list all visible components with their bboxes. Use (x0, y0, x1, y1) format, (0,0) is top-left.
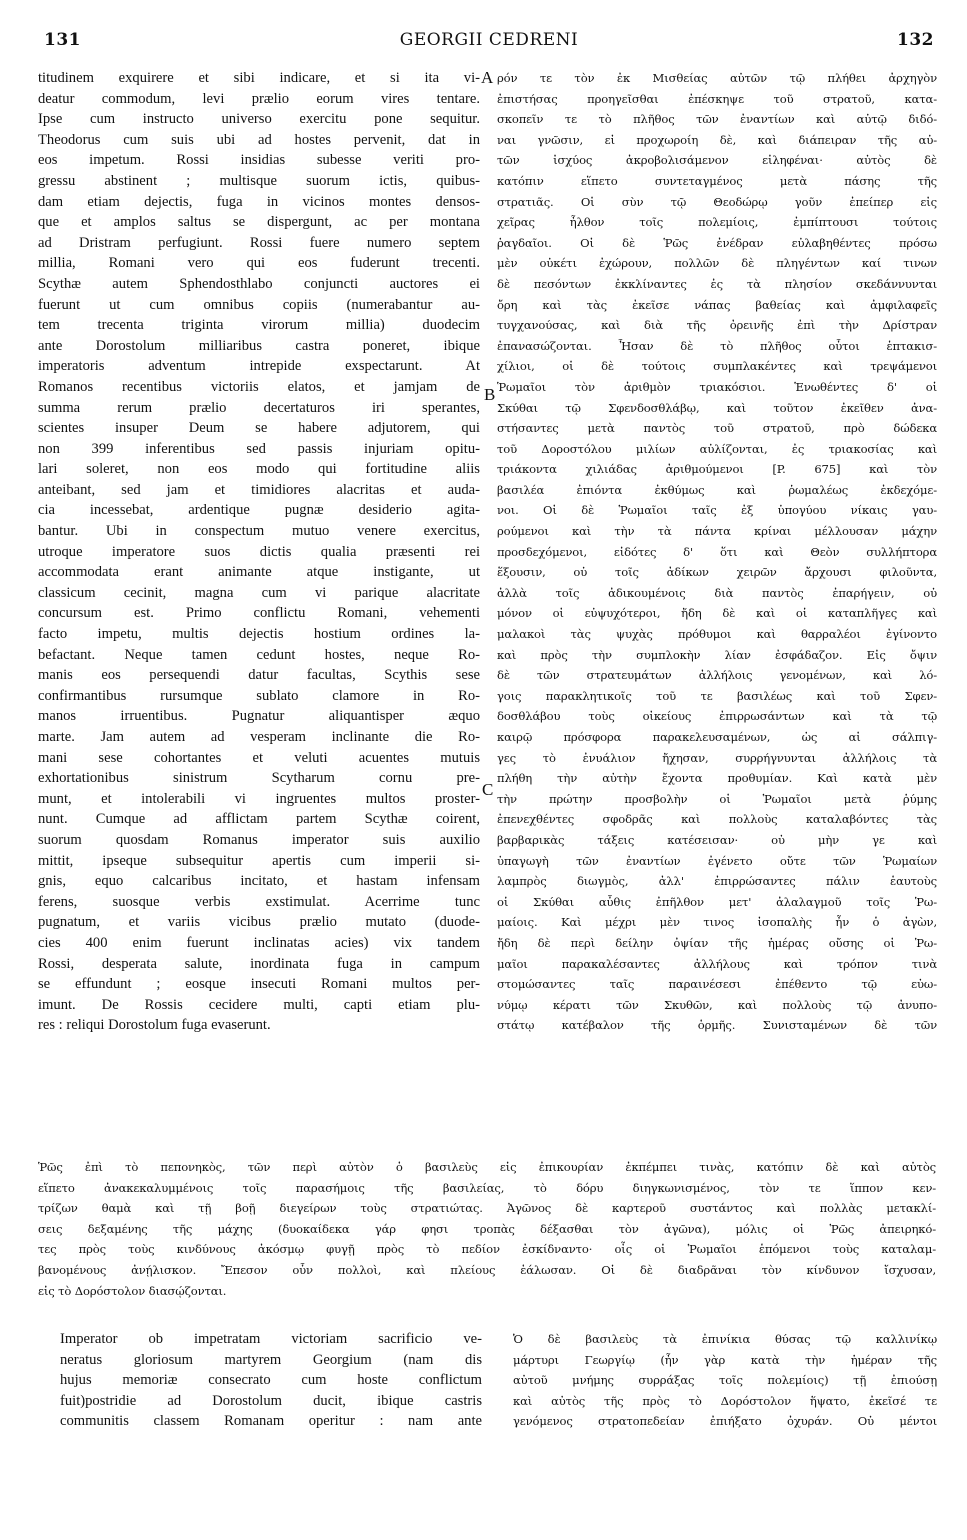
greek-line: ὄρη καὶ τὰς ἐκεῖσε νάπας βαθείας καὶ ἀμφιλαφεῖς (497, 297, 937, 312)
greek-line: πλήθη τὴν αὐτὴν ἔχοντα προθυμίαν. Καὶ κατὰ μὲν (497, 771, 937, 786)
latin-line: Ipse cum instructo universo exercitu pone sequitur. (38, 111, 480, 128)
latin-line: facto impetu, multis dejectis hostium ordines la- (38, 626, 480, 643)
latin-line: anteibant, sed jam et timidiores alacritas et auda- (38, 481, 480, 498)
greek-line: τριάκοντα χιλιάδας ἀριθμούμενοι [P. 675] καὶ τὸν (497, 462, 937, 477)
greek-line: χίλιοι, οἱ δὲ τούτοις συμπλακέντες καὶ τρεψάμενοι (497, 359, 937, 374)
latin-line: confirmantibus rursumque sublato clamore in Ro- (38, 687, 480, 704)
greek-line: στρατιᾶς. Οἱ σὺν τῷ Θεοδώρῳ γοῦν ἐπείπερ εἰς (497, 194, 937, 209)
latin-line: cia incessebat, ardentique pugnæ desiderio agita- (38, 502, 480, 519)
greek-line: ρούμενοι καὶ τὴν τὰ πάντα κρίναι μέλλουσαν μάχην (497, 524, 937, 539)
latin-line: que et amplos saltus se dispergunt, ac per montana (38, 214, 480, 231)
greek-wide-line: τρίζων θαμὰ καὶ τῇ βοῇ διεγείρων τοὺς στρατιώτας. Ἀγῶνος δὲ καρτεροῦ συστάντος καὶ πολλὰς μετακλί- (38, 1201, 936, 1216)
greek-line: καιρῷ πρόσφορα παρακελευσαμένων, ὡς αἱ σάλπιγ- (497, 730, 937, 744)
margin-marker-a: A (481, 68, 494, 87)
greek-line: ναι γνῶσιν, εἰ προχωροίη δὲ, καὶ διάπειραν τῆς αὐ- (497, 132, 937, 147)
latin-line: non 399 inferentibus sed passis injuriam opitu- (38, 440, 480, 457)
greek-column (497, 68, 937, 1036)
latin-line: concursum est. Primo conflictu Romani, vehementi (38, 605, 480, 622)
greek-line: καὶ αὐτὸς τῆς πρὸς τὸ Δορόστολον ἥψατο, ἐκεῖσέ τε (513, 1393, 937, 1408)
latin-line: summa rerum prælio decertaturos iri sperantes, (38, 399, 480, 416)
latin-line: manos irruentibus. Pugnatur aliquantisper æquo (38, 708, 480, 725)
greek-line: ρόν τε τὸν ἐκ Μισθείας αὐτῶν τῷ πλήθει ἀρχηγὸν (497, 71, 937, 85)
latin-column-second (60, 1329, 482, 1432)
latin-line: gressu abstinent ; multisque suorum ictis, quibus- (38, 172, 480, 189)
greek-line: Ὁ δὲ βασιλεὺς τὰ ἐπινίκια θύσας τῷ καλλινίκῳ (513, 1332, 937, 1346)
greek-line: καὶ πρὸς τὴν συμπλοκὴν λίαν ἐσφάδαζον. Εἰς ὄψιν (497, 647, 937, 662)
running-title: GEORGII CEDRENI (399, 30, 579, 50)
latin-line: eos impetum. Rossi insidias subesse veriti pro- (38, 152, 480, 169)
greek-line: ἕξουσιν, οὐ τοῖς ἀδίκων χειρῶν ἄρχουσι φιλοῦντα, (497, 565, 937, 580)
latin-line: res : reliqui Dorostolum fuga evaserunt. (38, 1017, 271, 1034)
latin-line: exhortationibus sinistrum Scytharum cornu pre- (38, 770, 480, 787)
greek-line: ἀλλὰ τοῖς ἀδικουμένοις διὰ παντὸς ἐπαρήγειν, οὐ (497, 585, 937, 600)
greek-wide-line: Ῥῶς ἐπὶ τὸ πεπονηκὸς, τῶν περὶ αὐτὸν ὁ βασιλεὺς εἰς ἐπικουρίαν ἐκπέμπει τινὰς, κατόπιν δὲ καὶ αὐτὸς (38, 1160, 936, 1174)
latin-line: scientes insuper Deum se habere adjutorem, qui (38, 420, 480, 437)
greek-wide-line: εἰς τὸ Δορόστολον διασῴζονται. (38, 1283, 227, 1298)
latin-line: titudinem exquirere et sibi indicare, et si ita vi- (38, 70, 480, 86)
latin-line: fuerunt ut cum omnibus copiis (numerabantur au- (38, 296, 480, 313)
greek-line: ἐπανασώζονται. Ἦσαν δὲ τὸ πλῆθος οὗτοι ἑπτακισ- (497, 338, 937, 353)
greek-line: μαῖοι παρακαλέσαντες ἀλλήλους καὶ τρόπον τινὰ (497, 956, 937, 971)
latin-line: dam etiam dejectis, fuga in vicinos montes densos- (38, 193, 480, 210)
latin-line: lari soleret, non eos modo qui fortitudine aliis (38, 461, 480, 478)
latin-column (38, 68, 480, 1036)
latin-line: classicum cecinit, magna cum vi parique alacritate (38, 584, 480, 601)
latin-line: imperatoris adventum intrepide exspectarunt. At (38, 358, 480, 375)
greek-line: γοις παρακλητικοῖς τοῦ τε βασιλέως καὶ τοῦ Σφεν- (497, 688, 937, 703)
greek-line: στομώσαντες ταῖς παραινέσεσι ἐπέθεντο τῷ εὐω- (497, 977, 937, 992)
greek-line: Ῥωμαῖοι τὸν ἀριθμὸν τριακόσιοι. Ἑνωθέντες δ' οἱ (497, 379, 937, 394)
latin-line: accommodata erant animante atque instigante, ut (38, 564, 480, 581)
page-number-left: 131 (44, 30, 81, 50)
latin-line: munt, et intolerabili vi ingruentes multos proster- (38, 790, 480, 807)
greek-line: γες τὸ ἐνυάλιον ἤχησαν, συρρήγνυνται ἀλλήλοις τὰ (497, 750, 937, 765)
latin-line: mittit, ipseque subsequitur apertis cum imperii si- (38, 852, 480, 869)
latin-line: manis eos persequendi datur facultas, Scythis sese (38, 667, 480, 684)
greek-line: δὲ πεσόντων ἐκκλίναντες ἐς τὰ πλησίον σκεδάννυνται (497, 276, 937, 291)
margin-marker-b: B (484, 385, 496, 404)
greek-line: μαίοις. Καὶ μέχρι μὲν τινος ἰσοπαλὴς ἦν ὁ ἀγὼν, (497, 915, 937, 930)
greek-line: ῥαγδαῖοι. Οἱ δὲ Ῥῶς ἐνέδραν εὐλαβηθέντες πρόσω (497, 235, 937, 250)
latin-line: utroque imperatore suos dictis qualia præsenti rei (38, 543, 480, 560)
latin-line: cies 400 enim fuerunt inclinatas acies) vix tandem (38, 934, 480, 951)
greek-line: λαμπρὸς διωγμὸς, ἀλλ' ἐπιρρώσαντες πάλιν ἑαυτοὺς (497, 874, 937, 889)
margin-marker-c: C (482, 780, 494, 799)
page-header (44, 30, 934, 56)
greek-line: στάτῳ κατέβαλον τῆς ὁρμῆς. Συνισταμένων δὲ τῶν (497, 1018, 937, 1033)
greek-line: βαρβαρικὰς τάξεις κατέσεισαν· οὐ μὴν γε καὶ (497, 832, 937, 847)
latin-line: millia, Romani vero qui eos fuderunt trecenti. (38, 255, 480, 272)
greek-line: ἐπενεχθέντες σφοδρᾶς καὶ πολλοὺς καταλαβόντες τὰς (497, 812, 937, 827)
greek-line: γενόμενος στρατοπεδείαν ἐπιήξατο ὀχυράν. Οὐ μέντοι (513, 1414, 937, 1429)
latin-line: gnis, equo calcaribus incitato, et hastam infensam (38, 873, 480, 890)
latin-line: imunt. De Rossis cecidere multi, capti etiam plu- (38, 996, 480, 1013)
latin-line: pugnatum, et variis vicibus prælio mutato (duode- (38, 914, 480, 931)
greek-line: δοσθλάβου τοὺς οἰκείους ἐπιρρωσάντων καὶ τὰ τῷ (497, 709, 937, 724)
greek-line: ὑπαγωγὴ τῶν ἐναντίων ἐγένετο οὔτε τῶν Ῥωμαίων (497, 853, 937, 868)
greek-wide-line: τες πρὸς τοὺς κινδύνους ἀκόσμῳ φυγῇ πρὸς τὸ πεδίον ἐσκίδναντο· οἷς οἱ Ῥωμαῖοι ἑπόμενοι τοὺς καταλαμ- (38, 1242, 936, 1257)
greek-line: μαλακοὶ τὰς ψυχὰς πρόθυμοι καὶ θαρραλέοι ἐγίνοντο (497, 627, 937, 642)
latin-line: suorum quosdam Romanus imperator suis auxilio (38, 831, 480, 848)
latin-line: hujus memoriæ consecrato cum hoste conflictum (60, 1372, 482, 1389)
latin-line: ferens, suosque verbis exstimulat. Acerrime tunc (38, 893, 480, 910)
latin-line: ante Dorostolum milliaribus castra poneret, ibique (38, 337, 480, 354)
greek-line: τὴν πρώτην προσβολὴν οἱ Ῥωμαῖοι μετὰ ῥύμης (497, 791, 937, 806)
greek-wide-line: εἵπετο ἀνακεκαλυμμένοις τοῖς παρασήμοις τῆς βασιλείας, τὸ δόρυ διηγκωνισμένος, τὸν τε ἵππον κεν- (38, 1180, 936, 1195)
greek-line: σκοπεῖν τε τὸ πλῆθος τῶν ἐναντίων καὶ αὐτῷ διδό- (497, 112, 937, 127)
greek-line: προσδεχόμενοι, εἰδότες δ' ὅτι καὶ Θεὸν συλλήπτορα (497, 544, 937, 559)
greek-line: τυγχανούσας, καὶ διὰ τῆς ὀρεινῆς ἐπὶ τὴν Δρίστραν (497, 318, 937, 333)
greek-line: τῶν ἰσχύος ἀκροβολισάμενον εἰληφέναι· αὐτὸς δὲ (497, 153, 937, 168)
greek-line: στήσαντες μετὰ παντὸς τοῦ στρατοῦ, πρὸ δώδεκα (497, 421, 937, 436)
greek-line: κατόπιν εἵπετο συντεταγμένος μετὰ πάσης τῆς (497, 173, 937, 188)
latin-line: tem trecenta triginta virorum millia) duodecim (38, 317, 480, 334)
greek-line: οἱ Σκύθαι αὖθις ἐπῆλθον μετ' ἀλαλαγμοῦ τοῖς Ῥω- (497, 894, 937, 909)
latin-line: se effundunt ; eosque insecuti Romani multos per- (38, 976, 480, 993)
latin-line: communitis classem Romanam operitur : nam ante (60, 1413, 482, 1430)
greek-full-width-block (38, 1157, 936, 1301)
latin-line: befactant. Neque tamen cedunt hostes, neque Ro- (38, 646, 480, 663)
greek-line: μόνον οἱ εὐψυχότεροι, ἤδη δὲ καὶ οἱ καταπλῆγες καὶ (497, 606, 937, 621)
greek-line: τοῦ Δοροστόλου μιλίων αὐλίζονται, ἐς τριακοσίας καὶ (497, 441, 937, 456)
greek-line: χεῖρας ἦλθον τοῖς πολεμίοις, ἐμπίπτουσι τούτοις (497, 215, 937, 230)
latin-line: nunt. Cumque ad afflictam partem Scythæ coirent, (38, 811, 480, 828)
latin-line: Scythæ autem Sphendosthlabo conjuncti auctores ei (38, 275, 480, 292)
latin-line: marte. Jam autem ad vesperam inclinante die Ro- (38, 729, 480, 745)
greek-line: νοι. Οἱ δὲ Ῥωμαῖοι ταῖς ἐξ ὑπογύου νίκαις γαυ- (497, 503, 937, 518)
greek-line: ἤδη δὲ περὶ δείλην ὀψίαν τῆς ἡμέρας οὔσης οἱ Ῥω- (497, 935, 937, 950)
greek-line: μὲν οὐκέτι ἐχώρουν, πολλῶν δὲ πληγέντων καί τινων (497, 256, 937, 271)
latin-line: fuit)postridie ad Dorostolum ducit, ibique castris (60, 1392, 482, 1409)
greek-line: ἐπιστήσας προηγεῖσθαι ἐπέσκηψε τοῦ στρατοῦ, κατα- (497, 91, 937, 106)
latin-line: Imperator ob impetratam victoriam sacrificio ve- (60, 1331, 482, 1347)
latin-line: Theodorus cum suis ubi ad hostes pervenit, dat in (38, 131, 480, 148)
greek-line: Σκύθαι τῷ Σφενδοσθλάβῳ, καὶ τοῦτον ἐκεῖθεν ἀνα- (497, 400, 937, 415)
greek-line: βασιλέα ἐπιόντα ἐκθύμως καὶ ῥωμαλέως ἐκδεχόμε- (497, 482, 937, 497)
latin-line: deatur commodum, levi prælio eorum vires tentare. (38, 90, 480, 107)
latin-line: ad Dristram perfugiunt. Rossi fuere numero septem (38, 234, 480, 251)
greek-line: μάρτυρι Γεωργίῳ (ἦν γὰρ κατὰ τὴν ἡμέραν τῆς (513, 1352, 937, 1367)
greek-wide-line: βανομένους ἀνῄλισκον. Ἔπεσον οὖν πολλοὶ, καὶ πλείους ἑάλωσαν. Οἱ δὲ διαδρᾶναι τὸν κίνδυνον ἴσχυσαν, (38, 1262, 936, 1277)
latin-line: Romanos recentibus victoriis elatos, et jamjam de (38, 378, 480, 395)
greek-line: νύμῳ κέρατι τῶν Σκυθῶν, καὶ πολλοὺς τῷ ἀνυπο- (497, 997, 937, 1012)
greek-line: δὲ τῶν στρατευμάτων ἀλλήλοις γενομένων, καὶ λό- (497, 668, 937, 683)
page-number-right: 132 (897, 30, 934, 50)
latin-line: mani sese cohortantes et veluti acuentes mutuis (38, 749, 480, 766)
greek-wide-line: σεις δεξαμένης τῆς μάχης (δυοκαίδεκα γάρ φησι τροπὰς δέξασθαι τὸν ἀγῶνα), μόλις οἱ Ῥῶς ἀπειρηκό- (38, 1221, 936, 1236)
greek-line: αὐτοῦ μνήμης συρράξας τοῖς πολεμίοις) τῇ ἐπιούσῃ (513, 1373, 937, 1388)
latin-line: bantur. Ubi in conspectum mutuo venere exercitus, (38, 523, 480, 540)
latin-line: Rossi, desperata salute, inordinata fuga in campum (38, 955, 480, 972)
greek-column-second (513, 1329, 937, 1432)
latin-line: neratus gloriosum martyrem Georgium (nam dis (60, 1351, 482, 1368)
